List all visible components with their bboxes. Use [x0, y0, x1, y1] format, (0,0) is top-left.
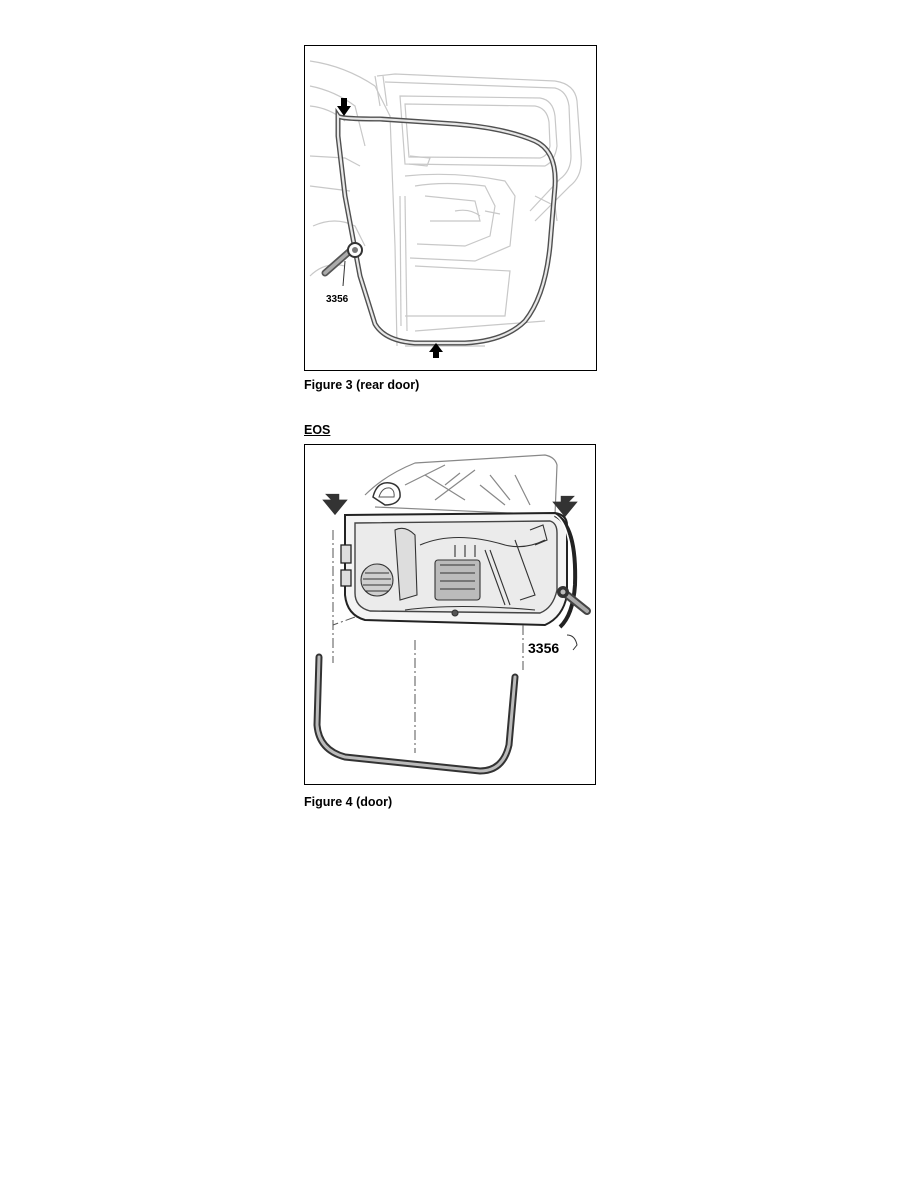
- tool-label: 3356: [528, 640, 560, 656]
- figure-4-door-illustration: [304, 444, 596, 785]
- figure-3-rear-door-illustration: [304, 45, 597, 371]
- door-seal-drawing: [305, 445, 595, 784]
- figure-4-caption: Figure 4 (door): [304, 795, 393, 809]
- mirror-icon: [373, 483, 400, 505]
- tool-label: 3356: [326, 294, 349, 305]
- figure-3-caption: Figure 3 (rear door): [304, 378, 420, 392]
- rear-door-seal-drawing: [305, 46, 596, 370]
- section-heading-eos: EOS: [304, 423, 331, 437]
- arrow-icon: [319, 485, 349, 515]
